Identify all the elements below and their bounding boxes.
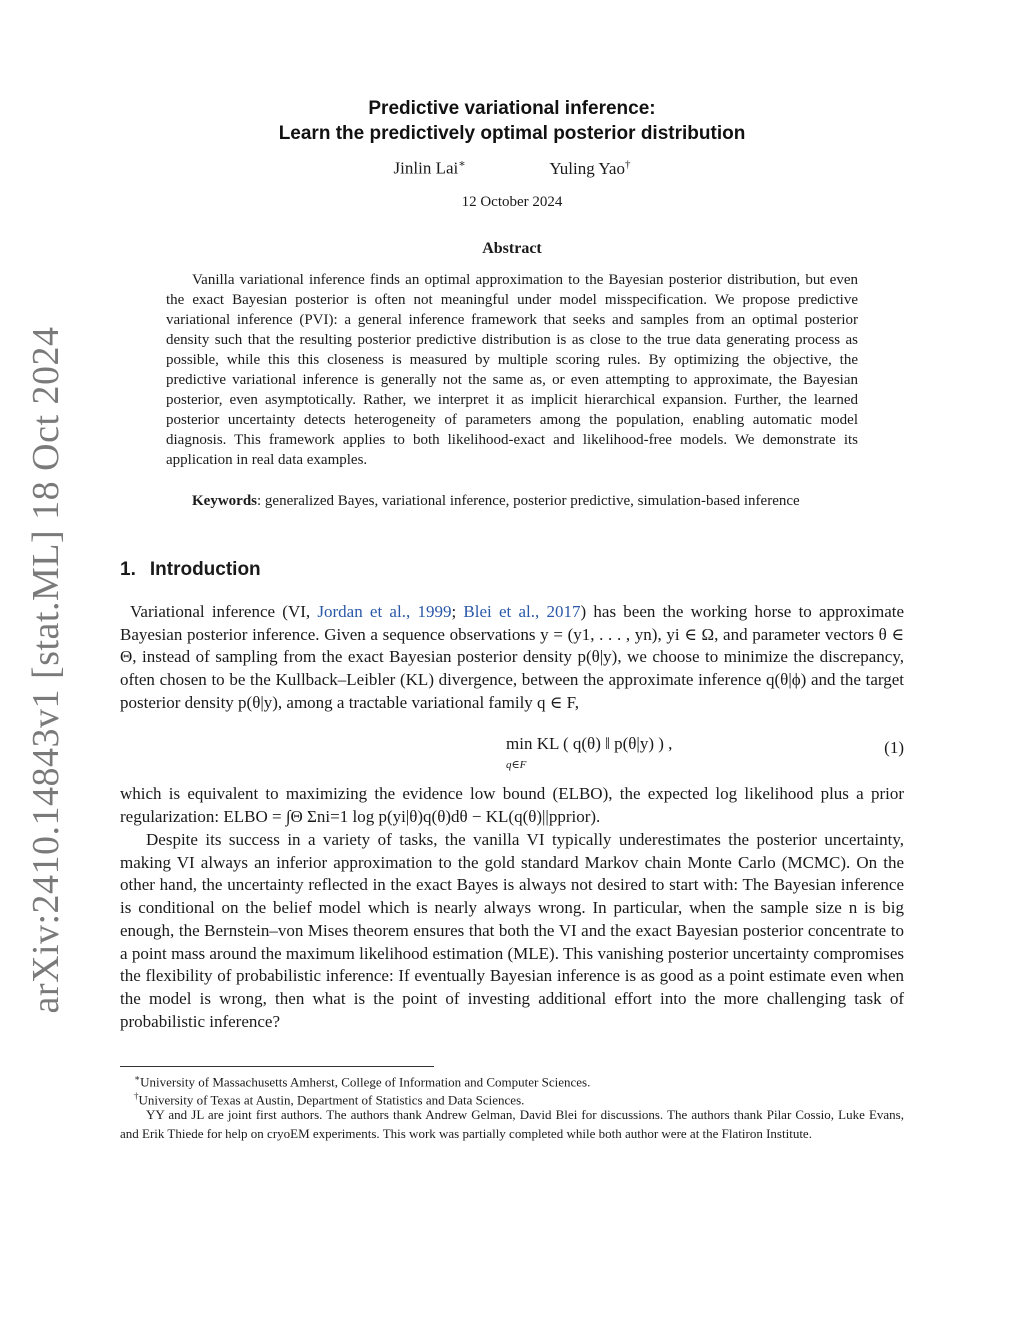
intro-paragraph-2: which is equivalent to maximizing the evidence low bound (ELBO), the expected log likelihood plus a prior regularization: ELBO = ∫Θ Σni=1 log p(yi|θ)q(θ)dθ − KL(q(θ)||pprior).: [120, 784, 904, 826]
equation-formula: [506, 734, 673, 771]
author-list: [0, 157, 1024, 179]
abstract-body: Vanilla variational inference finds an optimal approximation to the Bayesian posterior distribution, but even the exact Bayesian posterior is often not meaningful under model misspecification. We propose predictive variational inference (PVI): a general inference framework that seeks and samples from an optimal posterior density such that the resulting posterior predictive distribution is as close to the true data generating process as possible, while this this closeness is measured by multiple scoring rules. By optimizing the objective, the predictive variational inference is generally not the same as, or even attempting to approximate, the Bayesian posterior, even asymptotically. Rather, we interpret it as implicit hierarchical expansion. Further, the learned posterior uncertainty detects heterogeneity of parameters among the population, enabling automatic model diagnosis. This framework applies to both likelihood-exact and likelihood-free models. We demonstrate its application in real data examples.: [166, 272, 858, 468]
keywords-text: : generalized Bayes, variational inference, posterior predictive, simulation-based inference: [257, 493, 800, 509]
footnote-mark: ∗: [134, 1073, 141, 1083]
text-run: Variational inference (VI,: [130, 602, 318, 621]
author-1: [394, 157, 466, 179]
paper-title: [0, 96, 1024, 146]
intro-paragraph-1: [120, 601, 904, 715]
equation-subscript: q∈F: [506, 759, 527, 771]
author-mark: ∗: [458, 158, 466, 170]
equation-1: [120, 732, 904, 772]
equation-number: (1): [884, 738, 904, 757]
section-heading: [120, 559, 261, 581]
intro-paragraph-3: Despite its success in a variety of tasks, the vanilla VI typically underestimates the posterior uncertainty, making VI always an inferior approximation to the gold standard Markov chain Monte Carlo (MCMC). On the other hand, the uncertainty reflected in the exact Bayes is always not desired to start with: The Bayesian inference is conditional on the belief model which is nearly always wrong. In particular, when the sample size n is big enough, the Bernstein–von Mises theorem ensures that both the VI and the exact Bayesian posterior concentrate to a point mass around the maximum likelihood estimation (MLE). This vanishing posterior uncertainty compromises the flexibility of probabilistic inference: If eventually Bayesian inference is as good as a point estimate even when the model is wrong, then what is the point of investing additional effort into the more challenging task of probabilistic inference?: [120, 830, 904, 1031]
title-line-1: Predictive variational inference:: [368, 98, 656, 119]
keywords: [166, 491, 858, 511]
arxiv-identifier: arXiv:2410.14843v1 [stat.ML] 18 Oct 2024: [25, 326, 67, 1014]
footnote-text: University of Texas at Austin, Department of Statistics and Data Sciences.: [138, 1092, 525, 1108]
equation-expression: min KL ( q(θ) ‖ p(θ|y) ) ,: [506, 734, 673, 753]
arxiv-side-stamp: [16, 326, 76, 1014]
author-mark: †: [624, 158, 631, 170]
footnote-divider: [120, 1066, 434, 1067]
author-name: Jinlin Lai: [393, 158, 459, 178]
footnote-3: YY and JL are joint first authors. The authors thank Andrew Gelman, David Blei for discussions. The authors thank Pilar Cossio, Luke Evans, and Erik Thiede for help on cryoEM experiments. This work was partially completed while both author were at the Flatiron Institute.: [120, 1107, 904, 1141]
paper-date: 12 October 2024: [461, 194, 563, 210]
footnote-mark: †: [134, 1091, 139, 1101]
author-2: [549, 159, 630, 178]
text-run: ) has been the working horse to approximate Bayesian posterior inference. Given a sequence observations y = (y1, . . . , yn), yi ∈ Ω, and parameter vectors θ ∈ Θ, instead of sampling from the exact Bayesian posterior density p(θ|y), we choose to minimize the discrepancy, often chosen to be the Kullback–Leibler (KL) divergence, between the approximate inference q(θ|ϕ) and the target posterior density p(θ|y), among a tractable variational family q ∈ F,: [120, 602, 905, 712]
section-number: 1.: [120, 559, 136, 580]
footnote-text: University of Massachusetts Amherst, College of Information and Computer Sciences.: [140, 1074, 591, 1090]
citation-blei[interactable]: Blei et al., 2017: [463, 602, 581, 621]
author-name: Yuling Yao: [549, 158, 625, 178]
text-run: ;: [451, 602, 464, 621]
title-line-2: Learn the predictively optimal posterior distribution: [278, 123, 746, 144]
citation-jordan[interactable]: Jordan et al., 1999: [317, 602, 452, 621]
keywords-label: Keywords: [192, 493, 257, 509]
section-title: Introduction: [149, 559, 261, 580]
abstract-heading: Abstract: [482, 240, 542, 257]
